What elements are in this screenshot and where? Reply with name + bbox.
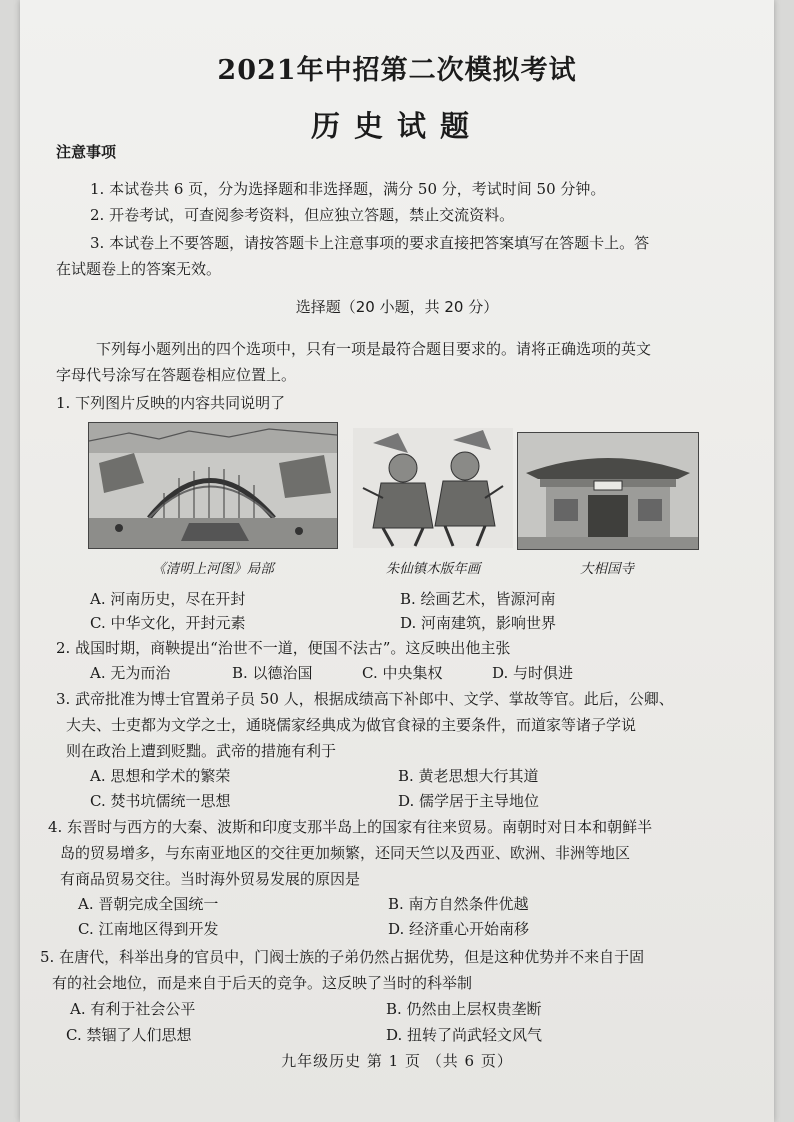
q4-option-c: C. 江南地区得到开发 xyxy=(78,920,219,938)
q5-option-a: A. 有利于社会公平 xyxy=(70,1000,196,1018)
q1-option-b: B. 绘画艺术，皆源河南 xyxy=(400,590,556,608)
notice-item-3-line-1: 3. 本试卷上不要答题，请按答题卡上注意事项的要求直接把答案填写在答题卡上。答 xyxy=(90,234,650,252)
q4-stem-line-3: 有商品贸易交往。当时海外贸易发展的原因是 xyxy=(60,870,361,888)
q1-option-a: A. 河南历史，尽在开封 xyxy=(90,590,246,608)
q4-stem-line-1: 4. 东晋时与西方的大秦、波斯和印度支那半岛上的国家有往来贸易。南朝时对日本和朝鲜半 xyxy=(48,818,653,836)
page-footer: 九年级历史 第 1 页 （共 6 页） xyxy=(281,1052,513,1070)
notice-item-2: 2. 开卷考试，可查阅参考资料，但应独立答题，禁止交流资料。 xyxy=(90,206,515,224)
q2-stem: 2. 战国时期，商鞅提出“治世不一道，便国不法古”。这反映出他主张 xyxy=(56,639,511,657)
q5-stem-line-2: 有的社会地位，而是来自于后天的竞争。这反映了当时的科举制 xyxy=(52,974,473,992)
section-instructions-line-2: 字母代号涂写在答题卷相应位置上。 xyxy=(56,366,297,384)
q2-option-c: C. 中央集权 xyxy=(362,664,443,682)
q3-option-b: B. 黄老思想大行其道 xyxy=(398,767,539,785)
q2-option-d: D. 与时俱进 xyxy=(492,664,574,682)
section-title: 选择题（20 小题，共 20 分） xyxy=(295,298,499,316)
q2-option-b: B. 以德治国 xyxy=(232,664,313,682)
q3-option-c: C. 焚书坑儒统一思想 xyxy=(90,792,231,810)
q3-stem-line-1: 3. 武帝批准为博士官置弟子员 50 人，根据成绩高下补郎中、文学、掌故等官。此后，公卿、 xyxy=(56,690,674,708)
woodblock-new-year-print-image xyxy=(353,428,513,548)
q3-stem-line-2: 大夫、士吏都为文学之士，通晓儒家经典成为做官食禄的主要条件，而道家等诸子学说 xyxy=(66,716,637,734)
exam-title: 2021年中招第二次模拟考试 xyxy=(217,55,577,86)
q4-stem-line-2: 岛的贸易增多，与东南亚地区的交往更加频繁，还同天竺以及西亚、欧洲、非洲等地区 xyxy=(60,844,631,862)
q5-option-c: C. 禁锢了人们思想 xyxy=(66,1026,192,1044)
q3-stem-line-3: 则在政治上遭到贬黜。武帝的措施有利于 xyxy=(66,742,337,760)
daxiangguo-temple-image xyxy=(517,432,699,550)
q1-option-d: D. 河南建筑，影响世界 xyxy=(400,614,557,632)
fig3-caption: 大相国寺 xyxy=(580,561,634,577)
fig2-caption: 朱仙镇木版年画 xyxy=(385,561,481,577)
q1-option-c: C. 中华文化，开封元素 xyxy=(90,614,246,632)
q5-stem-line-1: 5. 在唐代，科举出身的官员中，门阀士族的子弟仍然占据优势，但是这种优势并不来自于固 xyxy=(40,948,645,966)
exam-page xyxy=(20,0,774,1122)
q4-option-d: D. 经济重心开始南移 xyxy=(388,920,530,938)
section-instructions-line-1: 下列每小题列出的四个选项中，只有一项是最符合题目要求的。请将正确选项的英文 xyxy=(96,340,652,358)
q2-option-a: A. 无为而治 xyxy=(90,664,171,682)
notice-item-3-line-2: 在试题卷上的答案无效。 xyxy=(56,260,222,278)
q5-option-b: B. 仍然由上层权贵垄断 xyxy=(386,1000,542,1018)
notice-item-1: 1. 本试卷共 6 页，分为选择题和非选择题，满分 50 分，考试时间 50 分钟。 xyxy=(90,180,606,198)
fig1-caption: 《清明上河图》局部 xyxy=(152,561,274,577)
q4-option-b: B. 南方自然条件优越 xyxy=(388,895,529,913)
qingming-painting-image xyxy=(88,422,338,549)
q4-option-a: A. 晋朝完成全国统一 xyxy=(78,895,219,913)
notice-heading: 注意事项 xyxy=(56,143,117,161)
q3-option-d: D. 儒学居于主导地位 xyxy=(398,792,540,810)
q1-stem: 1. 下列图片反映的内容共同说明了 xyxy=(56,394,286,412)
subject-title: 历史试题 xyxy=(310,109,483,143)
q5-option-d: D. 扭转了尚武轻文风气 xyxy=(386,1026,543,1044)
q3-option-a: A. 思想和学术的繁荣 xyxy=(90,767,231,785)
